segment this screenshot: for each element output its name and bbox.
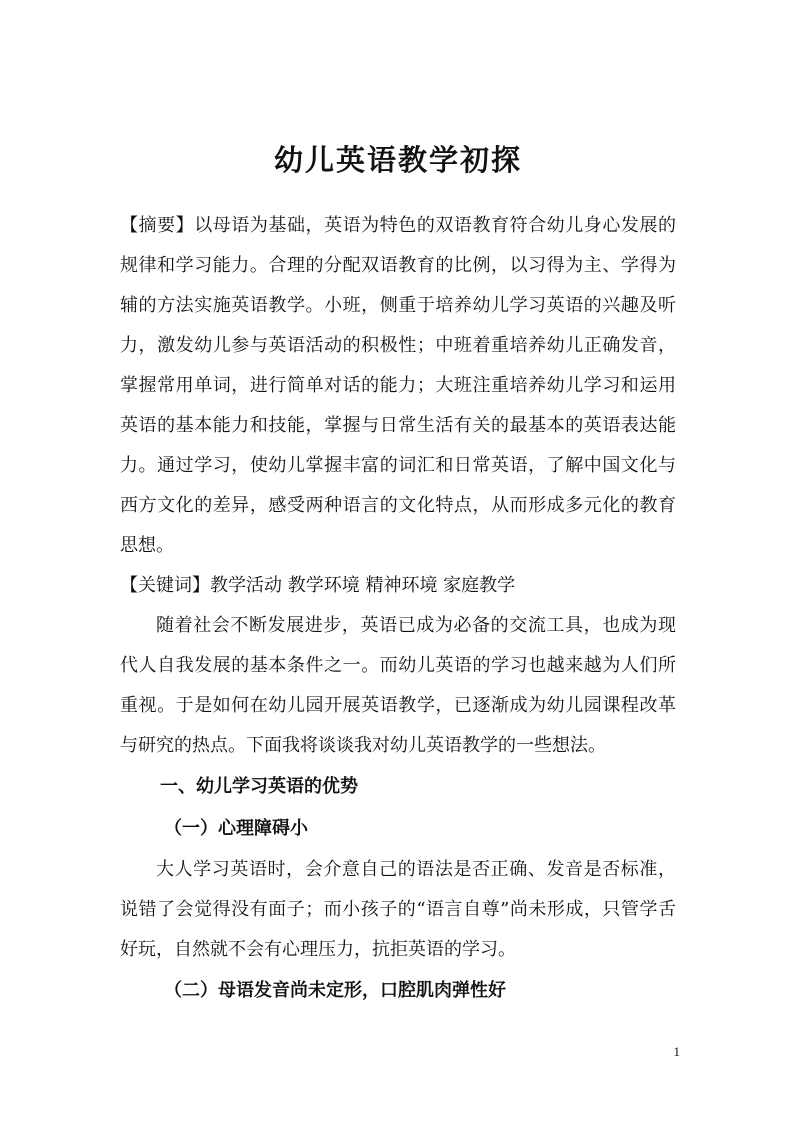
document-body bbox=[120, 136, 676, 1012]
page-number: 1 bbox=[673, 1044, 680, 1059]
intro-paragraph: 随着社会不断发展进步，英语已成为必备的交流工具，也成为现代人自我发展的基本条件之一。而幼儿英语的学习也越来越为人们所重视。于是如何在幼儿园开展英语教学，已逐渐成为幼儿园课程改革与研究的热点。下面我将谈谈我对幼儿英语教学的一些想法。 bbox=[120, 615, 676, 756]
section-heading-1: 一、幼儿学习英语的优势 bbox=[160, 776, 358, 797]
document-title: 幼儿英语教学初探 bbox=[273, 143, 522, 177]
subsection-heading-1: （一）心理障碍小 bbox=[164, 818, 308, 839]
subsection-paragraph-1: 大人学习英语时，会介意自己的语法是否正确、发音是否标准，说错了会觉得没有面子；而小孩子的“语言自尊”尚未形成，只管学舌好玩，自然就不会有心理压力，抗拒英语的学习。 bbox=[120, 859, 676, 960]
subsection-heading-2: （二）母语发音尚未定形，口腔肌肉弹性好 bbox=[164, 980, 506, 1001]
abstract-paragraph: 【摘要】以母语为基础，英语为特色的双语教育符合幼儿身心发展的规律和学习能力。合理的分配双语教育的比例，以习得为主、学得为辅的方法实施英语教学。小班，侧重于培养幼儿学习英语的兴趣及听力，激发幼儿参与英语活动的积极性；中班着重培养幼儿正确发音，掌握常用单词，进行简单对话的能力；大班注重培养幼儿学习和运用英语的基本能力和技能，掌握与日常生活有关的最基本的英语表达能力。通过学习，使幼儿掌握丰富的词汇和日常英语，了解中国文化与西方文化的差异，感受两种语言的文化特点，从而形成多元化的教育思想。 bbox=[120, 215, 676, 556]
keywords-line: 【关键词】教学活动 教学环境 精神环境 家庭教学 bbox=[120, 575, 516, 596]
